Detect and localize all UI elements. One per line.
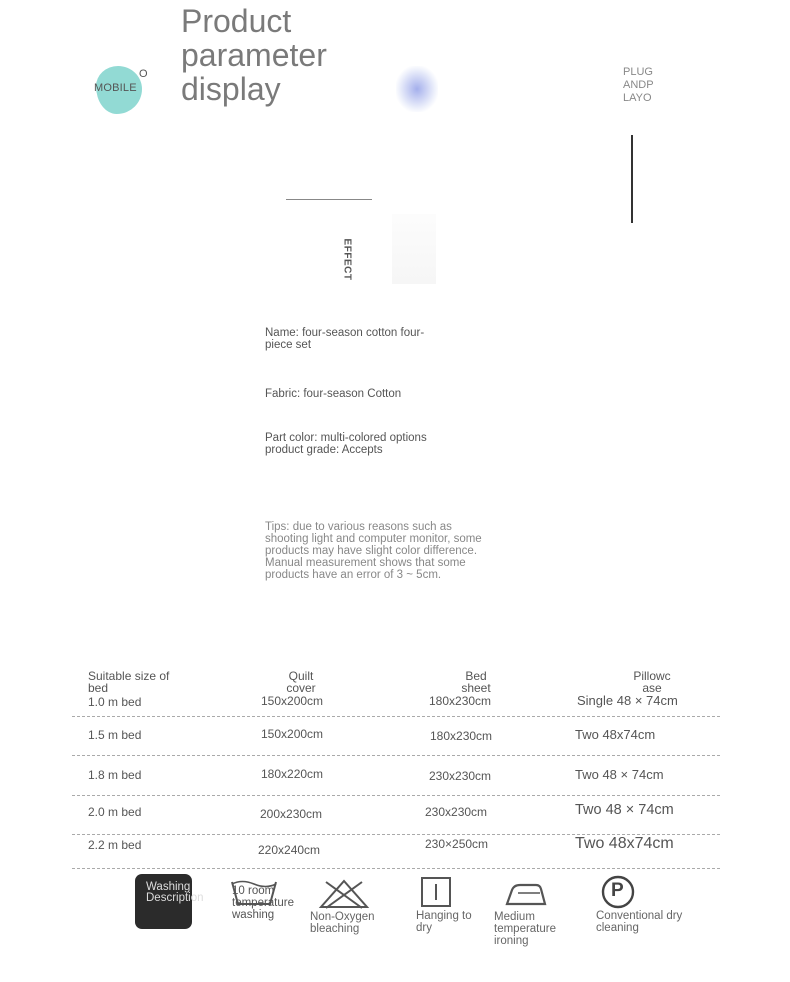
row1-sheet: 180x230cm: [429, 694, 492, 708]
row4-quilt: 200x230cm: [260, 807, 323, 821]
dry-clean-label: Conventional dry cleaning: [596, 910, 683, 934]
row4-pillow: Two 48 × 74cm: [575, 802, 674, 818]
brand-text: MOBILE: [94, 82, 137, 94]
header-sheet: Bed sheet: [461, 669, 491, 695]
effect-label: EFFECT: [341, 238, 353, 281]
no-bleach-icon: [318, 878, 370, 910]
param-name: Name: four-season cotton four-piece set: [265, 327, 425, 351]
washing-description-label: Washing Description: [146, 881, 204, 904]
row2-sheet: 180x230cm: [430, 729, 493, 743]
row4-size: 2.0 m bed: [88, 805, 142, 819]
row2-pillow: Two 48x74cm: [575, 727, 656, 742]
header-size: Suitable size of bed: [88, 669, 170, 695]
row-divider: [72, 795, 720, 796]
row5-pillow: Two 48x74cm: [575, 835, 674, 852]
row-divider: [72, 868, 720, 869]
row3-pillow: Two 48 × 74cm: [575, 767, 664, 782]
brand-mark: O: [139, 68, 148, 80]
hang-dry-icon: [420, 876, 452, 908]
row3-sheet: 230x230cm: [429, 769, 492, 783]
header-pillow: Pillowcase: [633, 669, 671, 695]
row4-sheet: 230x230cm: [425, 805, 488, 819]
product-image-faint: [392, 214, 436, 284]
page-title: Product parameter display: [181, 3, 327, 107]
row1-pillow: Single 48 × 74cm: [577, 693, 678, 708]
no-bleach-label: Non-Oxygen bleaching: [310, 911, 375, 935]
row5-size: 2.2 m bed: [88, 838, 142, 852]
row3-size: 1.8 m bed: [88, 768, 142, 782]
row5-quilt: 220x240cm: [258, 843, 321, 857]
row1-size: 1.0 m bed: [88, 695, 142, 709]
row5-sheet: 230×250cm: [425, 837, 489, 851]
iron-label: Medium temperature ironing: [494, 911, 557, 947]
horizontal-divider: [286, 199, 372, 200]
decorative-smudge: [396, 66, 438, 112]
param-tips: Tips: due to various reasons such as shooting light and computer monitor, some products may have slight color difference. Manual measurement shows that some products have an error of 3 ~ 5cm.: [265, 521, 482, 581]
wash-temp-label: 10 room temperature washing: [232, 885, 295, 921]
param-color: Part color: multi-colored options product grade: Accepts: [265, 432, 427, 456]
header-quilt: Quilt cover: [286, 669, 316, 695]
row2-size: 1.5 m bed: [88, 728, 142, 742]
row2-quilt: 150x200cm: [261, 727, 324, 741]
hang-dry-label: Hanging to dry: [416, 910, 472, 934]
row-divider: [72, 755, 720, 756]
row-divider: [72, 716, 720, 717]
row1-quilt: 150x200cm: [261, 694, 324, 708]
iron-icon: [504, 880, 548, 908]
row3-quilt: 180x220cm: [261, 767, 324, 781]
param-fabric: Fabric: four-season Cotton: [265, 388, 402, 400]
dry-clean-icon-text: P: [611, 880, 624, 901]
plug-label: PLUG ANDP LAYO: [623, 66, 654, 104]
vertical-divider: [631, 135, 633, 223]
